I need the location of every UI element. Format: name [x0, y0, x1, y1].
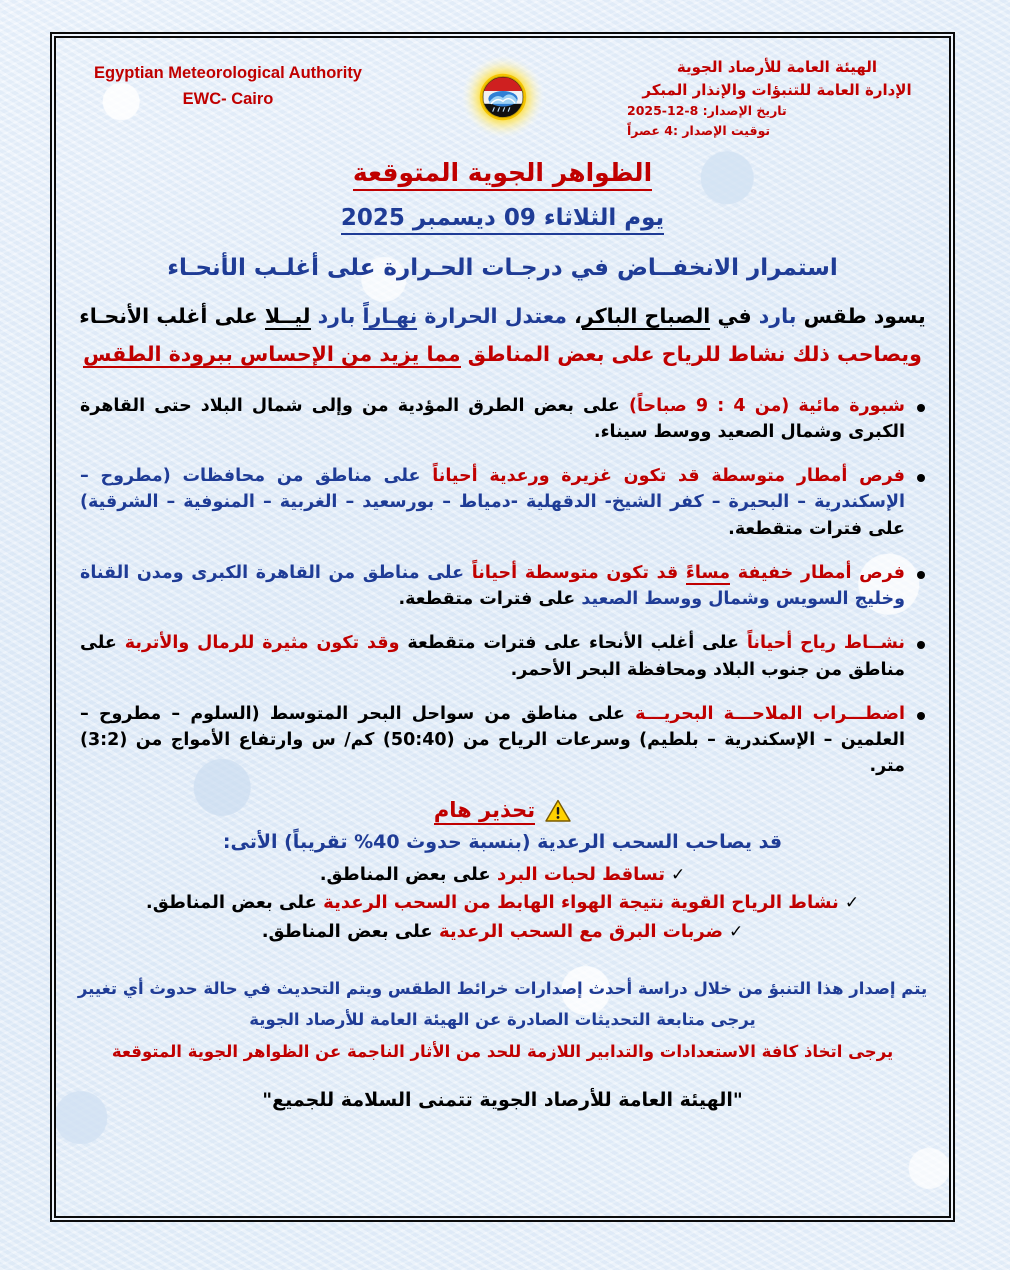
bullet-moderate-rain-seg-2: على مناطق من محافظات (مطروح – الإسكندرية – البحيرة – كفر الشيخ- الدقهلية -دمياط – بورسعيد – الغربية – المنوفية – الشرقية) [80, 466, 905, 513]
bullet-dot-icon [917, 404, 925, 412]
bullet-maritime-text [80, 701, 905, 780]
authority-en-line-2: EWC- Cairo [182, 90, 274, 109]
bullet-moderate-rain-text [80, 463, 905, 542]
footer-line-2: يرجى متابعة التحديثات الصادرة عن الهيئة العامة للأرصاد الجوية [249, 1010, 756, 1030]
summary-seg-5: ، [567, 304, 582, 328]
forecast-headline: استمرار الانخفــاض في درجـات الحـرارة على أغلـب الأنحـاء [167, 255, 838, 281]
authority-name-english [78, 52, 378, 113]
bullet-wind-seg-2: على أغلب الأنحاء على فترات متقطعة [399, 633, 747, 654]
page-title [72, 158, 933, 187]
bullet-light-rain-text [80, 560, 905, 613]
authority-name-arabic [627, 52, 927, 141]
page-title-text: الظواهر الجوية المتوقعة [353, 158, 652, 191]
bullet-moderate-rain-seg-1: فرص أمطار متوسطة قد تكون غزيرة ورعدية أحياناً [432, 466, 905, 487]
summary-line2-seg-1: ويصاحب ذلك نشاط للرياح على بعض المناطق [460, 341, 922, 366]
bullet-light-rain-seg-1: فرص أمطار خفيفة [730, 562, 906, 583]
bullet-dot-icon [917, 474, 925, 482]
weather-bulletin-document [56, 38, 949, 1216]
warning-item-downdraft-red: نشاط الرياح القوية نتيجة الهواء الهابط من السحب الرعدية [323, 892, 839, 914]
bullet-light-rain-seg-1c: قد تكون متوسطة أحياناً [471, 562, 686, 583]
summary-seg-3: في [710, 304, 759, 328]
bullet-wind-activity-text [80, 630, 905, 683]
authority-line-1: الهيئة العامة للأرصاد الجوية [676, 58, 878, 76]
bullet-dot-icon [917, 571, 925, 579]
bullet-maritime-seg-1: اضطـــراب الملاحـــة البحريـــة [635, 703, 906, 724]
issue-time: توقيت الإصدار :4 عصراً [627, 122, 771, 138]
document-footer [72, 973, 933, 1111]
warning-triangle-icon [545, 799, 571, 823]
bullet-wind-seg-4: على مناطق من جنوب البلاد ومحافظة البحر الأحمر. [80, 633, 905, 680]
bullet-moderate-rain-seg-3: على فترات متقطعة. [728, 518, 905, 539]
footer-closing-quote: "الهيئة العامة للأرصاد الجوية تتمنى السلامة للجميع" [262, 1088, 743, 1111]
bullet-light-rain-seg-3: على فترات متقطعة. [398, 589, 582, 610]
summary-line-1 [72, 301, 933, 333]
bullet-fog-seg-1: شبورة مائية (من 4 : 9 صباحاً) [628, 395, 905, 416]
summary-seg-1: يسود طقس [796, 304, 926, 328]
bullet-wind-seg-3: وقد تكون مثيرة للرمال والأتربة [124, 633, 400, 654]
important-warning-header [72, 798, 933, 825]
summary-seg-2: بارد [758, 304, 797, 328]
warning-item-hail-red: تساقط لحبات البرد [496, 863, 666, 885]
authority-line-2: الإدارة العامة للتنبؤات والإنذار المبكر [642, 81, 912, 100]
summary-line2-seg-2: مما يزيد من الإحساس ببرودة الطقس [83, 341, 461, 366]
bullet-fog-text [80, 393, 905, 446]
forecast-date-text: يوم الثلاثاء 09 ديسمبر 2025 [341, 205, 664, 235]
bullet-wind-seg-1: نشــاط رياح أحياناً [746, 633, 905, 654]
warning-items-list [72, 861, 933, 947]
forecast-phenomena-list [80, 393, 925, 780]
warning-title: تحذير هام [434, 798, 535, 825]
warning-item-lightning-black: على بعض المناطق. [261, 921, 439, 943]
warning-item-hail-black: على بعض المناطق. [319, 863, 497, 885]
footer-line-3: يرجى اتخاذ كافة الاستعدادات والتدابير اللازمة للحد من الأثار الناجمة عن الظواهر الجوية المتوقعة [111, 1041, 894, 1061]
warning-item-hail [72, 861, 933, 890]
warning-item-downdraft-winds [72, 889, 933, 918]
summary-seg-6: معتدل الحرارة [424, 304, 567, 328]
bullet-light-rain [80, 560, 925, 613]
summary-seg-13: على أغلب الأنحـاء [79, 304, 265, 328]
warning-subtitle: قد يصاحب السحب الرعدية (بنسبة حدوث 40% تقريباً) الأتى: [222, 830, 783, 853]
bullet-light-rain-seg-2: على مناطق من القاهرة الكبرى ومدن القناة وخليج السويس وشمال ووسط الصعيد [80, 562, 905, 610]
bullet-fog-seg-2: على بعض الطرق المؤدية من وإلى شمال البلاد حتى القاهرة الكبرى وشمال الصعيد ووسط سيناء. [80, 395, 905, 442]
forecast-date-title [72, 205, 933, 231]
egyptian-meteorological-authority-logo [460, 54, 546, 140]
issue-info [627, 99, 927, 141]
summary-seg-11 [311, 304, 318, 328]
issue-date: تاريخ الإصدار: 8-12-2025 [627, 102, 787, 118]
footer-line-1: يتم إصدار هذا التنبؤ من خلال دراسة أحدث إصدارات خرائط الطقس ويتم التحديث في حالة حدوث أي تغيير [77, 978, 928, 998]
summary-seg-12: ليــلا [264, 304, 311, 328]
bullet-fog [80, 393, 925, 446]
summary-line-2 [72, 339, 933, 371]
check-mark-icon: ✓ [729, 922, 744, 943]
bullet-dot-icon [917, 712, 925, 720]
bullet-moderate-rain [80, 463, 925, 542]
summary-seg-10: بارد [317, 304, 356, 328]
check-mark-icon: ✓ [844, 893, 860, 914]
warning-item-downdraft-black: على بعض المناطق. [145, 892, 324, 914]
document-header [72, 44, 933, 144]
bullet-maritime-seg-2: على مناطق من سواحل البحر المتوسط (السلوم – مطروح – العلمين – الإسكندرية – بلطيم) وسرعات الرياح من (50:40) كم/ س وارتفاع الأمواج من (3:2) متر. [80, 703, 905, 777]
summary-seg-4: الصباح الباكر [581, 304, 711, 328]
forecast-summary [72, 301, 933, 371]
summary-seg-8: نهـاراً [362, 304, 418, 328]
bullet-maritime-disturbance [80, 701, 925, 780]
summary-seg-9 [355, 304, 362, 328]
bullet-dot-icon [917, 641, 925, 649]
warning-item-lightning-red: ضربات البرق مع السحب الرعدية [438, 921, 724, 943]
bullet-light-rain-seg-1b: مساءً [685, 562, 731, 583]
warning-item-lightning [72, 918, 933, 947]
logo-container [448, 52, 558, 140]
authority-en-line-1: Egyptian Meteorological Authority [94, 64, 362, 82]
check-mark-icon: ✓ [671, 864, 686, 885]
bullet-wind-activity [80, 630, 925, 683]
